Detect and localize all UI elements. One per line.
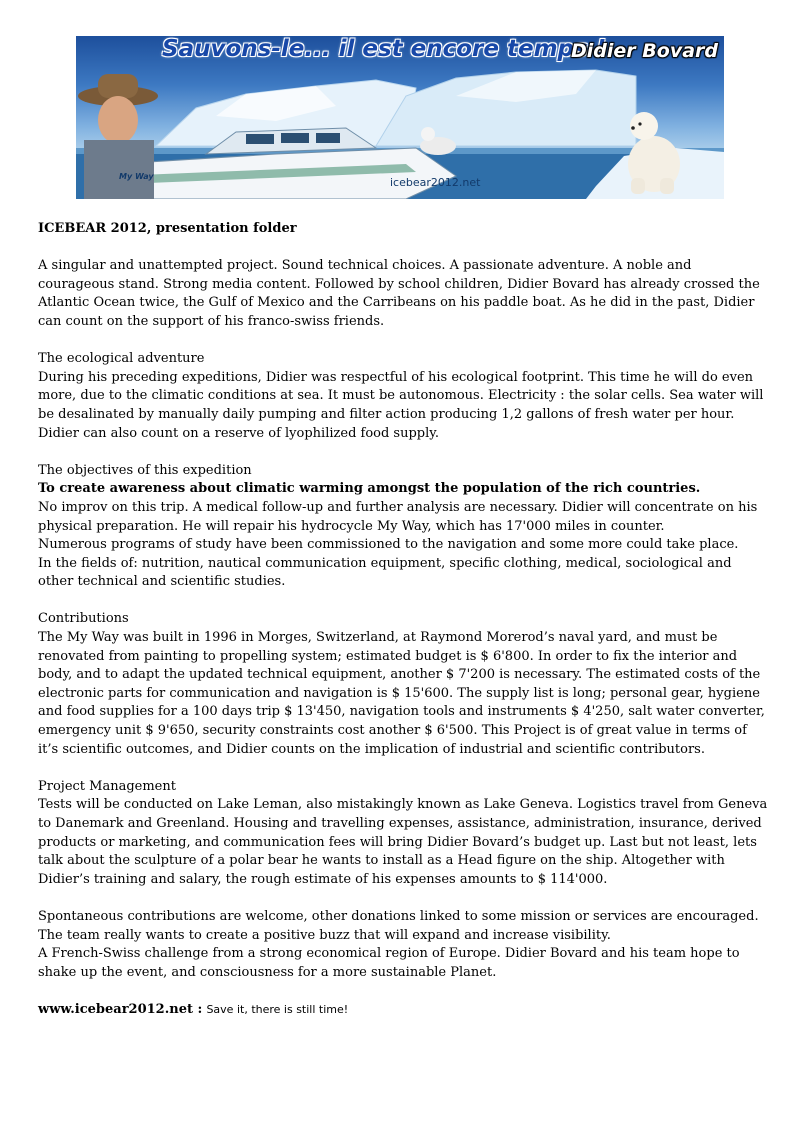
objectives-heading: The objectives of this expedition bbox=[38, 462, 252, 478]
footer-line bbox=[38, 1001, 768, 1020]
ecological-paragraph-2: Didier can also count on a reserve of lyophilized food supply. bbox=[38, 425, 440, 441]
management-paragraph: Tests will be conducted on Lake Leman, also mistakingly known as Lake Geneva. Logistics travel from Geneva to Danemark and Greenland. Housing and travelling expenses, assistance, administration, insurance, derived products or marketing, and communication fees will bring Didier Bovard’s budget up. Last but not least, lets talk about the sculpture of a polar bear he wants to install as a Head figure on the ship. Altogether with Didier’s training and salary, the rough estimate of his expenses amounts to $ 114'000. bbox=[38, 797, 768, 887]
closing-line-2: The team really wants to create a positive buzz that will expand and increase visibility. bbox=[38, 927, 611, 943]
banner-slogan: Sauvons-le... il est encore temps ! bbox=[162, 36, 607, 62]
objectives-statement: To create awareness about climatic warming amongst the population of the rich countries. bbox=[38, 481, 701, 497]
banner-url: icebear2012.net bbox=[390, 176, 481, 189]
footer-slogan: Save it, there is still time! bbox=[206, 1002, 349, 1016]
document-title: ICEBEAR 2012, presentation folder bbox=[38, 221, 297, 236]
boat-name-label: My Way bbox=[119, 172, 154, 181]
objectives-paragraph-3: In the fields of: nutrition, nautical communication equipment, specific clothing, medical, sociological and other technical and scientific studies. bbox=[38, 555, 732, 590]
management-heading: Project Management bbox=[38, 778, 176, 794]
contributions-paragraph: The My Way was built in 1996 in Morges, Switzerland, at Raymond Morerod’s naval yard, and must be renovated from painting to propelling system; estimated budget is $ 6'800. In order to fix the interior and body, and to adapt the updated technical equipment, another $ 7'200 is necessary. The estimated costs of the electronic parts for communication and navigation is $ 15'600. The supply list is long; personal gear, hygiene and food supplies for a 100 days trip $ 13'450, navigation tools and instruments $ 4'250, salt water converter, emergency unit $ 9'650, security constraints cost another $ 6'500. This Project is of great value in terms of it’s scientific outcomes, and Didier counts on the implication of industrial and scientific contributors. bbox=[38, 630, 765, 757]
footer-url[interactable]: www.icebear2012.net : bbox=[38, 1001, 203, 1017]
document-body bbox=[38, 220, 768, 1020]
banner-author: Didier Bovard bbox=[571, 40, 718, 62]
intro-paragraph: A singular and unattempted project. Sound technical choices. A passionate adventure. A noble and courageous stand. Strong media content. Followed by school children, Didier Bovard has already crossed the Atlantic Ocean twice, the Gulf of Mexico and the Carribeans on his paddle boat. As he did in the past, Didier can count on the support of his franco-swiss friends. bbox=[38, 258, 760, 329]
closing-line-3: A French-Swiss challenge from a strong economical region of Europe. Didier Bovard and his team hope to shake up the event, and consciousness for a more sustainable Planet. bbox=[38, 946, 740, 980]
objectives-paragraph-2: Numerous programs of study have been commissioned to the navigation and some more could take place. bbox=[38, 537, 739, 553]
header-banner bbox=[76, 36, 724, 199]
ecological-heading: The ecological adventure bbox=[38, 351, 205, 367]
objectives-paragraph: No improv on this trip. A medical follow-up and further analysis are necessary. Didier will concentrate on his physical preparation. He will repair his hydrocycle My Way, which has 17'000 miles in counter. bbox=[38, 499, 758, 534]
contributions-heading: Contributions bbox=[38, 611, 129, 627]
closing-line-1: Spontaneous contributions are welcome, other donations linked to some mission or services are encouraged. bbox=[38, 908, 759, 924]
ecological-paragraph: During his preceding expeditions, Didier was respectful of his ecological footprint. This time he will do even more, due to the climatic conditions at sea. It must be autonomous. Electricity : the solar cells. Sea water will be desalinated by manually daily pumping and filter action producing 1,2 gallons of fresh water per hour. bbox=[38, 369, 764, 422]
